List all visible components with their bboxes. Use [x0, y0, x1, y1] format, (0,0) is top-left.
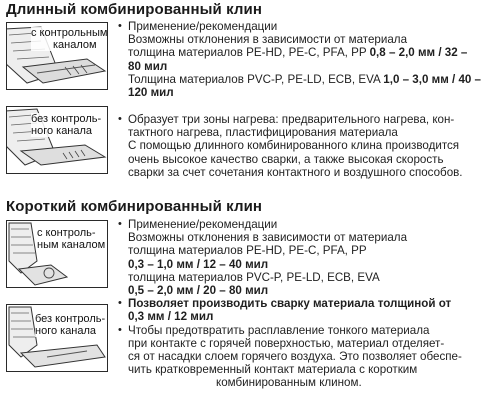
list-item: • Применение/рекомендации Возможны отклонения в зависимости от материала толщина материалов PE-HD, PE-C, PFA, PP 0,3 – 1,0 мм / 12 – 40 мил толщина материалов PVC-P, PE-LD, ECB, EVA 0,5 – 2,0 мм / 20 – 80 мил: [116, 218, 498, 297]
bullet-list-long-wedge-2: [116, 113, 498, 179]
bullet-list-short-wedge: [116, 218, 498, 390]
wedge-image-long-with-channel: [6, 22, 108, 90]
bullet-list-long-wedge: [116, 20, 498, 99]
list-item: • Образует три зоны нагрева: предварительного нагрева, кон- тактного нагрева, пластифицирования материала С помощью длинного комбинированного клина производится очень высокое качество сварки, а также высокая скорость сварки за счет сочетания контактного и воздушного способов.: [116, 113, 498, 179]
list-item: • Чтобы предотвратить расплавление тонкого материала при контакте с горячей поверхностью, материал отделяет- ся от насадки слоем горячего воздуха. Это позволяет обеспе- чить кратковременный контакт материала с коротким комбинированным клином.: [116, 324, 498, 390]
wedge-image-short-without-channel: [6, 304, 108, 372]
image-caption: с контрольным каналом: [31, 27, 108, 51]
wedge-image-short-with-channel: [6, 220, 108, 288]
image-caption: с контроль- ным каналом: [37, 227, 106, 251]
section-title-short-wedge: Короткий комбинированный клин: [6, 198, 263, 215]
image-caption: без контроль- ного канала: [31, 113, 102, 137]
wedge-image-long-without-channel: [6, 106, 108, 174]
list-item: • Применение/рекомендации Возможны отклонения в зависимости от материала толщина материалов PE-HD, PE-C, PFA, PP 0,8 – 2,0 мм / 32 – 80 мил Толщина материалов PVC-P, PE-LD, ECB, EVA 1,0 – 3,0 мм / 40 – 120 мил: [116, 20, 498, 99]
section-title-long-wedge: Длинный комбинированный клин: [6, 1, 263, 18]
list-item: • Позволяет производить сварку материала толщиной от 0,3 мм / 12 мил: [116, 297, 498, 323]
image-caption: без контроль- ного канала: [35, 313, 106, 337]
